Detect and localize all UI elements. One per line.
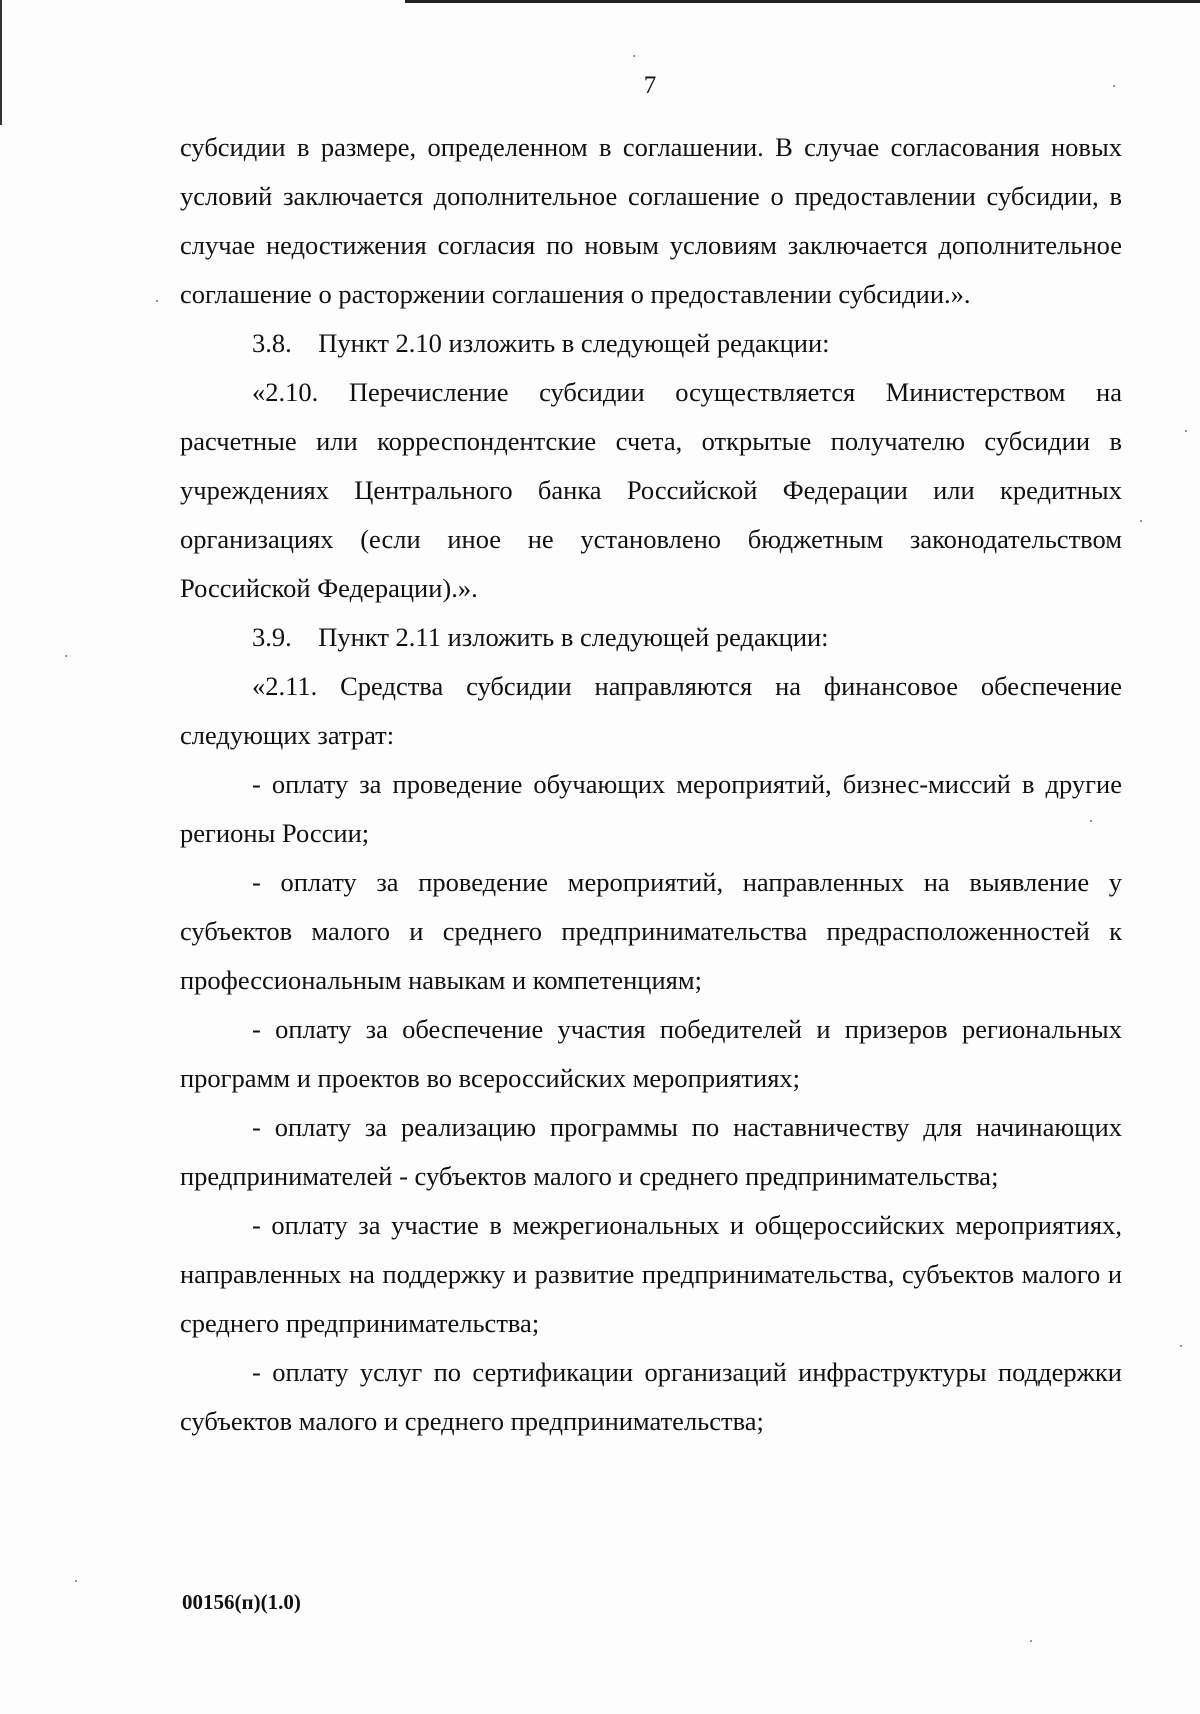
scan-speck bbox=[65, 655, 67, 657]
top-border-line bbox=[405, 0, 1200, 3]
paragraph-item-3-9: 3.9. Пункт 2.11 изложить в следующей редакции: bbox=[252, 622, 829, 652]
scan-speck bbox=[1185, 430, 1187, 432]
scan-speck bbox=[1030, 1640, 1032, 1642]
scan-speck bbox=[1140, 520, 1142, 522]
scan-speck bbox=[156, 300, 158, 302]
paragraph-continuation: субсидии в размере, определенном в соглашении. В случае согласования новых условий заключается дополнительное соглашение о предоставлении субсидии, в случае недостижения согласия по новым условиям заключается дополнительное соглашение о расторжении соглашения о предоставлении субсидии.». bbox=[180, 132, 1122, 309]
scan-speck bbox=[633, 55, 635, 57]
scan-speck bbox=[1113, 85, 1115, 87]
list-item: - оплату за обеспечение участия победителей и призеров региональных программ и проектов во всероссийских мероприятиях; bbox=[180, 1014, 1122, 1093]
page-number: 7 bbox=[643, 72, 657, 99]
document-code: 00156(п)(1.0) bbox=[182, 1590, 301, 1614]
scan-speck bbox=[75, 1580, 77, 1582]
scan-speck bbox=[1180, 1345, 1182, 1347]
list-item: - оплату за проведение мероприятий, направленных на выявление у субъектов малого и среднего предпринимательства предрасположенностей к профессиональным навыкам и компетенциям; bbox=[180, 867, 1122, 995]
list-item: - оплату за участие в межрегиональных и общероссийских мероприятиях, направленных на поддержку и развитие предпринимательства, субъектов малого и среднего предпринимательства; bbox=[180, 1210, 1122, 1338]
list-item: - оплату за проведение обучающих мероприятий, бизнес-миссий в другие регионы России; bbox=[180, 769, 1122, 848]
document-body bbox=[180, 123, 1122, 1446]
list-item: - оплату услуг по сертификации организаций инфраструктуры поддержки субъектов малого и среднего предпринимательства; bbox=[180, 1357, 1122, 1436]
paragraph-item-3-8: 3.8. Пункт 2.10 изложить в следующей редакции: bbox=[252, 328, 830, 358]
scan-speck bbox=[1090, 820, 1092, 822]
paragraph-clause-2-10: «2.10. Перечисление субсидии осуществляется Министерством на расчетные или корреспондентские счета, открытые получателю субсидии в учреждениях Центрального банка Российской Федерации или кредитных организациях (если иное не установлено бюджетным законодательством Российской Федерации).». bbox=[180, 377, 1122, 603]
left-border-line bbox=[0, 0, 2, 125]
paragraph-clause-2-11: «2.11. Средства субсидии направляются на финансовое обеспечение следующих затрат: bbox=[180, 671, 1122, 750]
list-item: - оплату за реализацию программы по наставничеству для начинающих предпринимателей - субъектов малого и среднего предпринимательства; bbox=[180, 1112, 1122, 1191]
